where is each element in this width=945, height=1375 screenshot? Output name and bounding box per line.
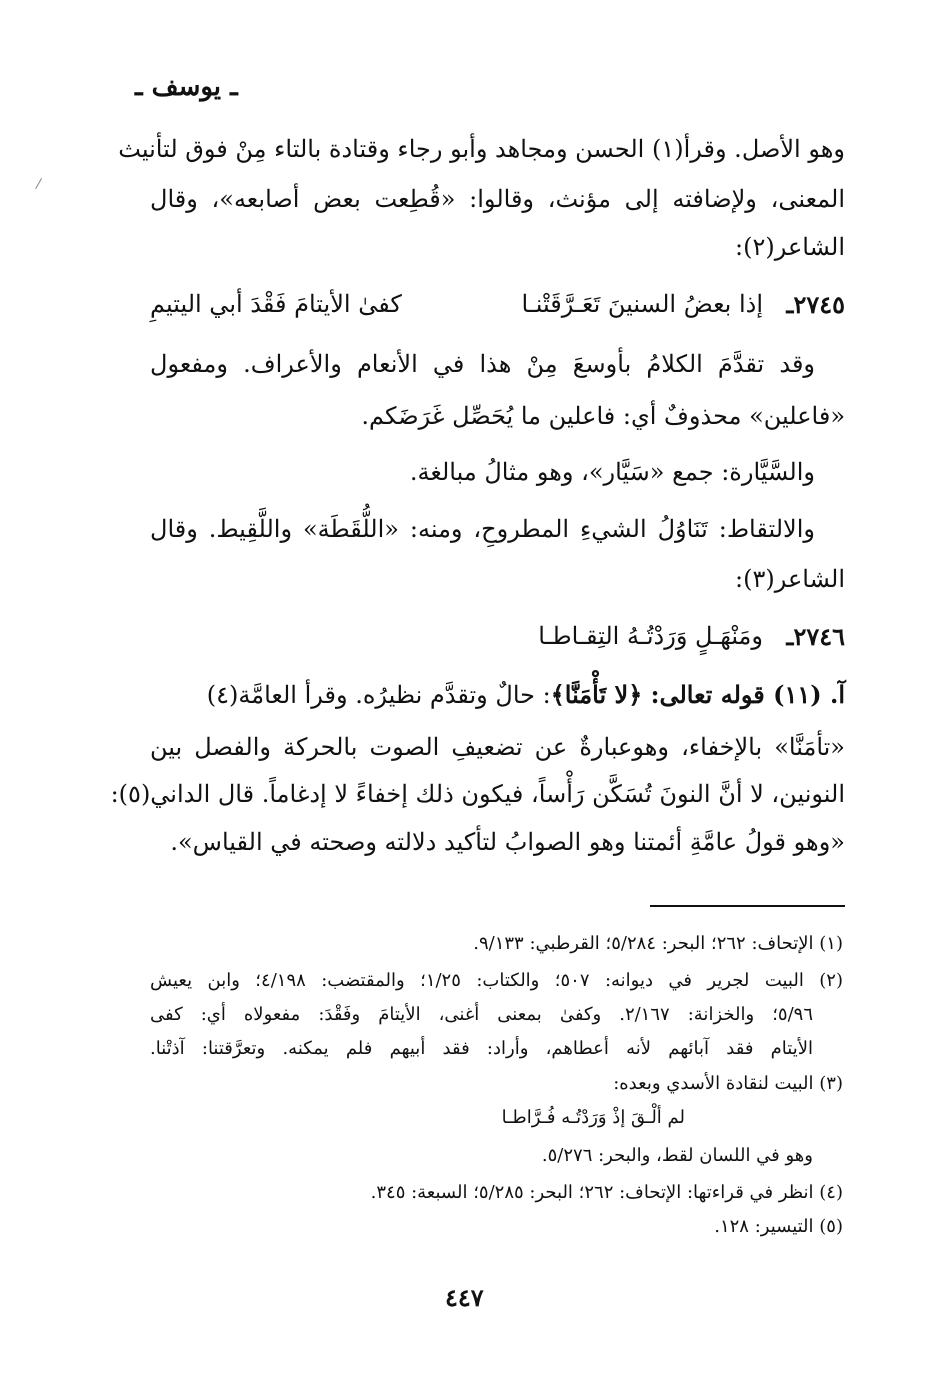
footnote-1: (١) الإتحاف: ٢٦٢؛ البحر: ٥/٢٨٤؛ القرطبي: ٩/١٣٣.: [473, 933, 843, 954]
body-line: الشاعر(٢):: [735, 233, 845, 261]
body-line: والالتقاط: تَنَاوُلُ الشيءِ المطروحِ، ومنه: «اللُّقَطَة» واللَّقِيط. وقال: [150, 515, 815, 543]
footnote-2-line: (٢) البيت لجرير في ديوانه: ٥٠٧؛ والكتاب: ١/٢٥؛ والمقتضب: ٤/١٩٨؛ وابن يعيش: [150, 970, 843, 991]
body-line: وهو الأصل. وقرأ(١) الحسن ومجاهد وأبو رجاء وقتادة بالتاء مِنْ فوق لتأنيث: [118, 135, 845, 163]
body-line: «وهو قولُ عامَّةِ أئمتنا وهو الصوابُ لتأكيد دلالته وصحته في القياس».: [170, 828, 845, 856]
footnote-4: (٤) انظر في قراءتها: الإتحاف: ٢٦٢؛ البحر: ٥/٢٨٥؛ السبعة: ٣٤٥.: [370, 1182, 843, 1203]
body-line: وقد تقدَّمَ الكلامُ بأوسعَ مِنْ هذا في الأنعام والأعراف. ومفعول: [150, 350, 816, 378]
body-line: الشاعر(٣):: [735, 565, 845, 593]
quran-citation: آ. (١١) قوله تعالى: ﴿لا تَأْمَنَّا﴾: [550, 680, 845, 709]
footnote-separator: [650, 905, 845, 907]
body-line: النونين، لا أنَّ النونَ تُسَكَّن رَأْساً، فيكون ذلك إخفاءً لا إدغاماً. قال الداني(٥):: [110, 780, 845, 808]
body-line: «تأمَنَّا» بالإخفاء، وهوعبارةٌ عن تضعيفِ الصوت بالحركة والفصل بين: [150, 733, 845, 761]
running-header: ـ يوسف ـ: [135, 72, 238, 102]
page-number: ٤٤٧: [445, 1283, 484, 1312]
verse-first-hemistich: إذا بعضُ السنينَ تَعَـرَّقَتْنـا: [521, 290, 763, 318]
verse-hemistich: ومَنْهَـلٍ وَرَدْتُـهُ التِقـاطـا: [538, 622, 763, 650]
footnote-3-verse: لم ألْـقَ إذْ وَرَدْتُـه فُـرَّاطـا: [501, 1107, 685, 1128]
footnote-2-line: الأيتام فقد آبائهم لأنه أعطاهم، وأراد: فقد أبيهم فلم يمكنه. وتعرَّقتنا: آذتْنا.: [150, 1038, 813, 1059]
verse-second-hemistich: كفىٰ الأيتامَ فَقْدَ أبي اليتيمِ: [150, 290, 402, 318]
body-line: «فاعلين» محذوفٌ أي: فاعلين ما يُحَصِّل غَرَضَكم.: [361, 402, 845, 430]
footnote-2-line: ٥/٩٦؛ والخزانة: ٢/١٦٧. وكفىٰ بمعنى أغنى، الأيتامَ وفَقْدَ: مفعولاه أي: كفى: [150, 1004, 813, 1025]
footnote-3-line: وهو في اللسان لقط، والبحر: ٥/٢٧٦.: [541, 1145, 813, 1166]
footnote-3-line: (٣) البيت لنقادة الأسدي وبعده:: [613, 1073, 843, 1094]
body-line: والسَّيَّارة: جمع «سَيَّار»، وهو مثالُ مبالغة.: [409, 458, 815, 486]
margin-mark: [35, 178, 44, 190]
footnote-5: (٥) التيسير: ١٢٨.: [714, 1216, 843, 1237]
body-line: المعنى، ولإضافته إلى مؤنث، وقالوا: «قُطِعت بعض أصابعه»، وقال: [150, 185, 845, 213]
verse-number: ٢٧٤٥ـ: [786, 290, 845, 319]
verse-commentary-line: [207, 680, 845, 709]
verse-number: ٢٧٤٦ـ: [786, 622, 845, 651]
commentary-text: : حالٌ وتقدَّم نظيرُه. وقرأ العامَّة(٤): [206, 681, 551, 709]
